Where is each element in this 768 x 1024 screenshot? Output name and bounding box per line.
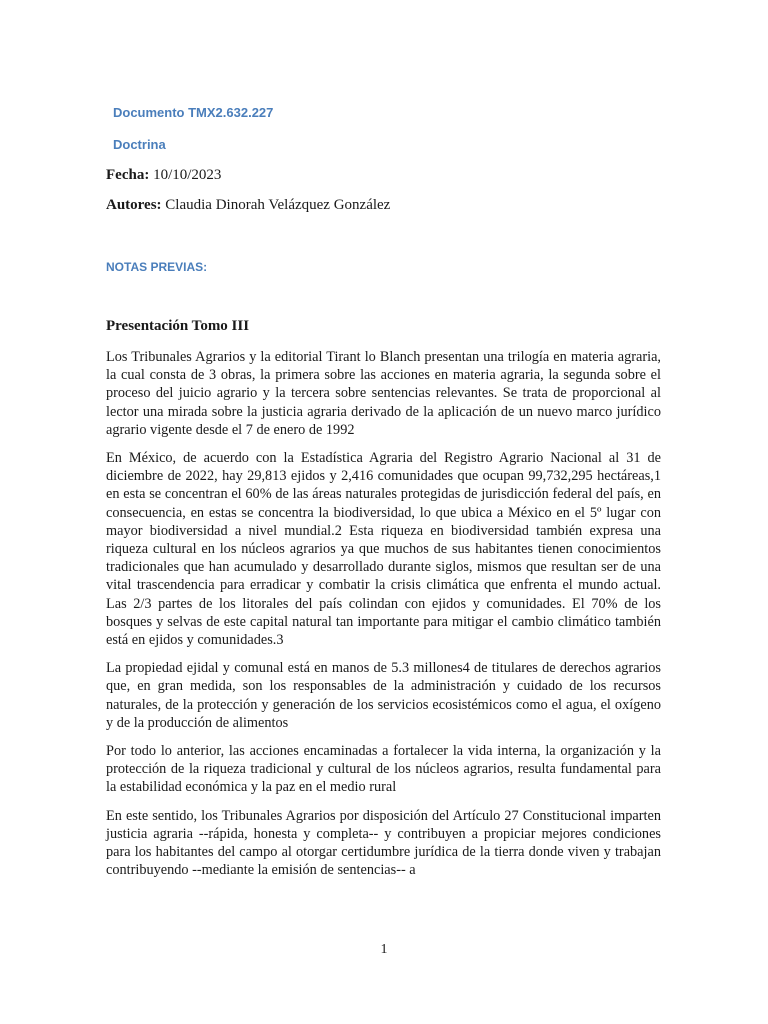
- paragraph: En este sentido, los Tribunales Agrarios por disposición del Artículo 27 Constitucional imparten justicia agraria --rápida, honesta y completa-- y contribuyen a propiciar mejores condiciones para los habitantes del campo al otorgar certidumbre jurídica de la tierra donde viven y trabajan contribuyendo --mediante la emisión de sentencias-- a: [106, 807, 661, 879]
- body-text: [106, 348, 661, 889]
- paragraph: Por todo lo anterior, las acciones encaminadas a fortalecer la vida interna, la organización y la protección de la riqueza tradicional y cultural de los núcleos agrarios, resulta fundamental para la estabilidad económica y la paz en el medio rural: [106, 743, 661, 796]
- date-label: Fecha:: [106, 167, 150, 183]
- paragraph: La propiedad ejidal y comunal está en manos de 5.3 millones4 de titulares de derechos agrarios que, en gran medida, son los responsables de la administración y cuidado de los recursos naturales, de la protección y generación de los servicios ecosistémicos como el agua, el oxígeno y de la producción de alimentos: [106, 660, 661, 731]
- paragraph: Los Tribunales Agrarios y la editorial Tirant lo Blanch presentan una trilogía en materia agraria, la cual consta de 3 obras, la primera sobre las acciones en materia agraria, la segunda sobre el proceso del juicio agrario y la tercera sobre sentencias relevantes. Se trata de proporcional al lector una mirada sobre la justicia agraria derivado de la aplicación de un nuevo marco jurídico agrario vigente desde el 7 de enero de 1992: [106, 349, 661, 438]
- notes-heading: NOTAS PREVIAS:: [106, 260, 208, 274]
- document-type: Doctrina: [113, 137, 166, 152]
- authors-label: Autores:: [106, 197, 162, 213]
- date-line: [106, 167, 221, 184]
- page-number: 1: [380, 942, 388, 957]
- section-title: Presentación Tomo III: [106, 318, 250, 334]
- date-value: 10/10/2023: [149, 167, 222, 183]
- document-id: Documento TMX2.632.227: [113, 105, 274, 120]
- paragraph: En México, de acuerdo con la Estadística Agraria del Registro Agrario Nacional al 31 de diciembre de 2022, hay 29,813 ejidos y 2,416 comunidades que ocupan 99,732,295 hectáreas,1 en esta se concentran el 60% de las áreas naturales protegidas de jurisdicción federal del país, en consecuencia, en estas se concentra la biodiversidad, lo que ubica a México en el 5º lugar con mayor biodiversidad a nivel mundial.2 Esta riqueza en biodiversidad también expresa una riqueza cultural en los núcleos agrarios ya que muchos de sus habitantes tienen conocimientos tradicionales que han acumulado y desarrollado durante siglos, mismos que resultan ser de una vital trascendencia para erradicar y combatir la crisis climática que enfrenta el mundo actual. Las 2/3 partes de los litorales del país colindan con ejidos y comunidades. El 70% de los bosques y selvas de este capital natural tan importante para mitigar el cambio climático también está en ejidos y comunidades.3: [106, 450, 661, 649]
- authors-line: [106, 197, 390, 214]
- authors-value: Claudia Dinorah Velázquez González: [161, 197, 391, 213]
